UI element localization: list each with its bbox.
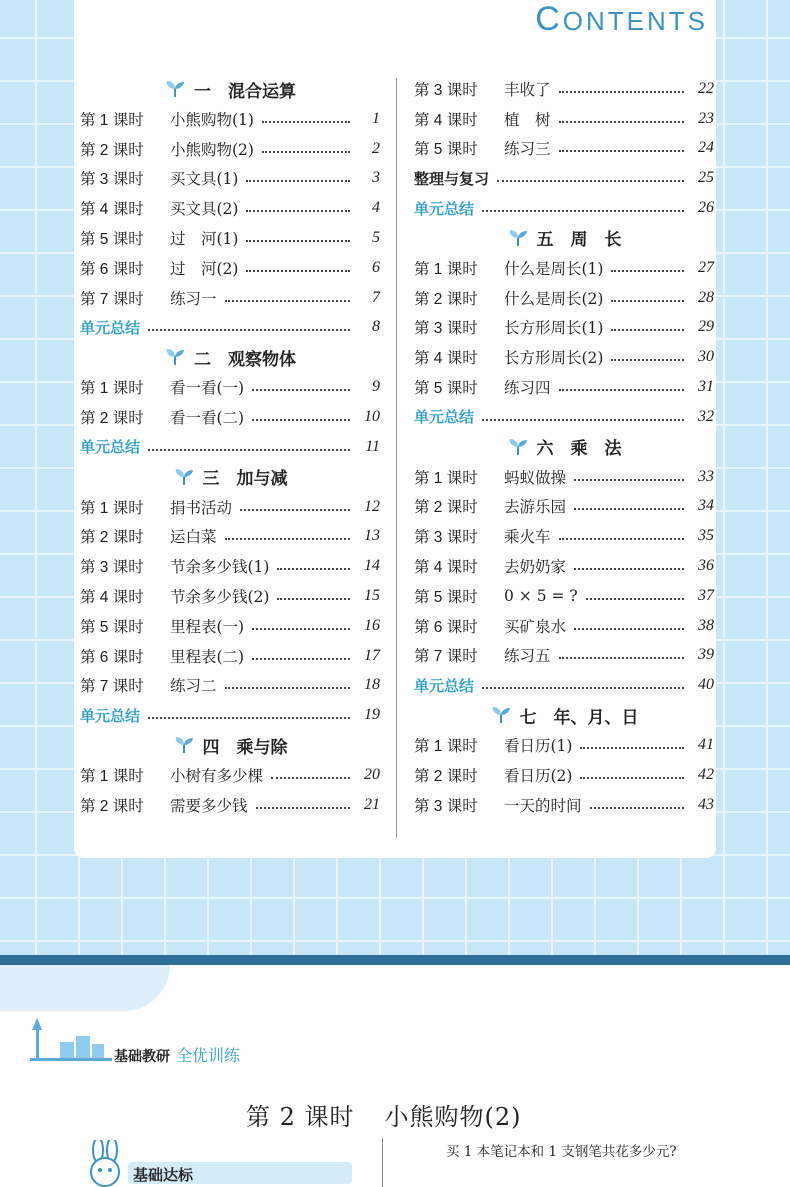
dot-leader	[590, 807, 684, 809]
entry-title: 练习一	[170, 289, 217, 308]
page-number: 42	[698, 765, 714, 783]
toc-entry[interactable]	[414, 104, 714, 134]
entry-title: 过 河(1)	[170, 230, 239, 249]
dot-leader	[497, 180, 684, 182]
lesson-number: 第 2 课时	[80, 797, 144, 815]
entry-title: 小树有多少棵	[170, 767, 264, 786]
page-number: 3	[372, 169, 380, 187]
dot-leader	[580, 777, 684, 779]
toc-summary-entry[interactable]	[414, 193, 714, 223]
toc-entry[interactable]	[80, 134, 380, 164]
entry-title: 里程表(一)	[170, 617, 245, 636]
toc-entry[interactable]	[80, 164, 380, 194]
page-number: 37	[698, 586, 714, 604]
sprout-icon	[173, 468, 195, 486]
lesson-number: 第 7 课时	[80, 290, 144, 308]
entry-title: 去奶奶家	[504, 558, 567, 577]
lesson-number: 第 3 课时	[414, 320, 478, 338]
dot-leader	[277, 598, 350, 600]
toc-entry[interactable]	[414, 611, 714, 641]
contents-title	[535, 0, 708, 39]
page-number: 8	[372, 318, 380, 336]
lesson-number: 第 4 课时	[414, 559, 478, 577]
entry-title: 单元总结	[414, 408, 475, 427]
dot-leader	[148, 717, 350, 719]
lesson-number: 第 1 课时	[80, 111, 144, 129]
dot-leader	[225, 300, 350, 302]
lesson-number: 第 2 课时	[414, 767, 478, 785]
entry-title: 买文具(1)	[170, 170, 239, 189]
page-number: 17	[364, 646, 380, 664]
toc-entry[interactable]	[414, 760, 714, 790]
unit-title: 五 周 长	[536, 230, 622, 251]
question-text: 买 1 本笔记本和 1 支钢笔共花多少元?	[446, 1144, 677, 1160]
lesson-number: 第 2 课时	[414, 499, 478, 517]
dot-leader	[252, 419, 350, 421]
page-number: 27	[698, 258, 714, 276]
toc-entry[interactable]	[414, 134, 714, 164]
lesson-heading	[246, 1097, 522, 1132]
lesson-number: 第 5 课时	[414, 588, 478, 606]
toc-entry[interactable]	[80, 522, 380, 552]
toc-left-column	[80, 74, 380, 820]
lesson-number: 第 3 课时	[80, 559, 144, 577]
entry-title: 节余多少钱(2)	[170, 588, 270, 607]
lesson-number: 第 4 课时	[414, 350, 478, 368]
page-number: 39	[698, 646, 714, 664]
dot-leader	[246, 210, 350, 212]
sprout-icon	[164, 348, 186, 366]
brand-name: 基础教研	[114, 1049, 170, 1065]
column-divider	[396, 78, 397, 838]
lesson-number: 第 3 课时	[414, 797, 478, 815]
page-number: 22	[698, 79, 714, 97]
page-number: 34	[698, 497, 714, 515]
page-number: 12	[364, 497, 380, 515]
entry-title: 捐书活动	[170, 498, 233, 517]
page-number: 26	[698, 199, 714, 217]
dot-leader	[586, 598, 684, 600]
toc-entry[interactable]	[414, 790, 714, 820]
toc-entry[interactable]	[80, 372, 380, 402]
entry-title: 里程表(二)	[170, 647, 245, 666]
entry-title: 练习二	[170, 677, 217, 696]
toc-entry[interactable]	[80, 283, 380, 313]
entry-title: 长方形周长(2)	[504, 349, 604, 368]
unit-title: 四 乘与除	[202, 737, 288, 758]
dot-leader	[559, 150, 684, 152]
toc-entry[interactable]	[80, 223, 380, 253]
entry-title: 看日历(1)	[504, 737, 573, 756]
toc-entry[interactable]	[414, 492, 714, 522]
entry-title: 单元总结	[414, 199, 475, 218]
entry-title: 丰收了	[504, 80, 551, 99]
entry-title: 0 × 5 = ?	[504, 586, 578, 605]
toc-entry[interactable]	[80, 611, 380, 641]
unit-title: 一 混合运算	[194, 81, 296, 102]
lesson-number: 第 7 课时	[414, 648, 478, 666]
page-number: 18	[364, 676, 380, 694]
page-number: 20	[364, 766, 380, 784]
entry-title: 小熊购物(2)	[170, 140, 254, 159]
dot-leader	[559, 657, 684, 659]
lesson-number: 第 6 课时	[80, 648, 144, 666]
bunny-icon	[82, 1140, 130, 1187]
sprout-icon	[164, 80, 186, 98]
toc-entry[interactable]	[414, 283, 714, 313]
entry-title: 蚂蚁做操	[504, 468, 567, 487]
toc-entry[interactable]	[414, 462, 714, 492]
entry-title: 练习四	[504, 379, 551, 398]
entry-title: 看一看(二)	[170, 409, 245, 428]
entry-title: 单元总结	[80, 438, 141, 457]
brand-accent: 全优训练	[176, 1046, 241, 1065]
sprout-icon	[507, 229, 529, 247]
dot-leader	[574, 479, 684, 481]
dot-leader	[246, 270, 350, 272]
dot-leader	[277, 568, 350, 570]
unit-heading	[414, 223, 714, 253]
brand-text	[114, 1043, 240, 1066]
lesson-number: 第 5 课时	[80, 231, 144, 249]
toc-entry[interactable]	[414, 551, 714, 581]
dot-leader	[559, 389, 684, 391]
toc-right-column	[414, 74, 714, 820]
dot-leader	[574, 568, 684, 570]
dot-leader	[246, 240, 350, 242]
page-number: 31	[698, 378, 714, 396]
sprout-icon	[507, 438, 529, 456]
dot-leader	[148, 329, 350, 331]
entry-title: 练习三	[504, 140, 551, 159]
lesson-number: 第 1 课时	[414, 260, 478, 278]
dot-leader	[482, 687, 684, 689]
toc-entry[interactable]	[414, 372, 714, 402]
unit-heading	[80, 342, 380, 372]
dot-leader	[148, 449, 350, 451]
page-number: 24	[698, 139, 714, 157]
dot-leader	[574, 628, 684, 630]
page-number: 41	[698, 736, 714, 754]
dot-leader	[240, 509, 350, 511]
page-number: 11	[365, 437, 380, 455]
entry-title: 看一看(一)	[170, 379, 245, 398]
entry-title: 乘火车	[504, 528, 551, 547]
entry-title: 小熊购物(1)	[170, 110, 254, 129]
entry-title: 什么是周长(2)	[504, 289, 604, 308]
entry-title: 单元总结	[80, 318, 141, 337]
dot-leader	[262, 151, 350, 153]
entry-title: 过 河(2)	[170, 259, 239, 278]
toc-entry[interactable]	[414, 313, 714, 343]
section-label: 基础达标	[133, 1166, 194, 1184]
lesson-number: 第 2 课时	[80, 141, 144, 159]
entry-title: 长方形周长(1)	[504, 319, 604, 338]
header-cloud-shape	[0, 965, 170, 1011]
toc-summary-entry[interactable]	[414, 670, 714, 700]
page-number: 21	[364, 795, 380, 813]
toc-entry[interactable]	[414, 253, 714, 283]
toc-entry[interactable]	[80, 581, 380, 611]
unit-title: 三 加与减	[202, 469, 288, 490]
entry-title: 什么是周长(1)	[504, 259, 604, 278]
page-number: 15	[364, 587, 380, 605]
toc-entry[interactable]	[80, 790, 380, 820]
dot-leader	[611, 359, 684, 361]
lesson-number: 第 1 课时	[414, 469, 478, 487]
toc-summary-entry[interactable]	[80, 313, 380, 343]
lesson-number: 第 2 课时	[80, 529, 144, 547]
page-number: 29	[698, 318, 714, 336]
toc-entry[interactable]	[414, 74, 714, 104]
entry-title: 单元总结	[80, 706, 141, 725]
entry-title: 看日历(2)	[504, 766, 573, 785]
lesson-number: 第 2 课时	[80, 410, 144, 428]
unit-heading	[80, 462, 380, 492]
entry-title: 需要多少钱	[170, 796, 248, 815]
page-number: 28	[698, 288, 714, 306]
entry-title: 运白菜	[170, 528, 217, 547]
entry-title: 买文具(2)	[170, 200, 239, 219]
lesson-number: 第 6 课时	[414, 618, 478, 636]
lesson-number: 第 7 课时	[80, 678, 144, 696]
unit-title: 六 乘 法	[536, 439, 622, 460]
dot-leader	[256, 807, 350, 809]
entry-title: 单元总结	[414, 676, 475, 695]
dot-leader	[580, 747, 684, 749]
sprout-icon	[490, 706, 512, 724]
lesson-number: 第 1 课时	[80, 499, 144, 517]
page-number: 40	[698, 676, 714, 694]
dot-leader	[611, 329, 684, 331]
toc-summary-entry[interactable]	[80, 432, 380, 462]
unit-title: 七 年、月、日	[519, 707, 639, 728]
dot-leader	[225, 538, 350, 540]
page-divider-band	[0, 955, 790, 965]
toc-entry[interactable]	[80, 402, 380, 432]
dot-leader	[482, 419, 684, 421]
page-number: 6	[372, 258, 380, 276]
lesson-number: 第 4 课时	[80, 201, 144, 219]
dot-leader	[252, 628, 350, 630]
toc-entry[interactable]	[414, 581, 714, 611]
lesson-number: 第 1 课时	[80, 768, 144, 786]
dot-leader	[252, 389, 350, 391]
entry-title: 练习五	[504, 647, 551, 666]
page-number: 4	[372, 199, 380, 217]
contents-title-initial: C	[535, 0, 563, 38]
lesson-number: 第 6 课时	[80, 260, 144, 278]
entry-title: 植 树	[504, 110, 551, 129]
lesson-number: 第 2 课时	[414, 290, 478, 308]
page-number: 5	[372, 229, 380, 247]
toc-entry[interactable]	[414, 641, 714, 671]
entry-title: 一天的时间	[504, 796, 582, 815]
toc-entry[interactable]	[80, 760, 380, 790]
page-number: 25	[698, 169, 714, 187]
lesson-number: 第 4 课时	[80, 589, 144, 607]
dot-leader	[246, 180, 350, 182]
lesson-number: 第 3 课时	[80, 171, 144, 189]
dot-leader	[559, 121, 684, 123]
dot-leader	[252, 658, 350, 660]
dot-leader	[225, 687, 350, 689]
lesson-number: 第 5 课时	[414, 380, 478, 398]
page-number: 13	[364, 527, 380, 545]
entry-title: 去游乐园	[504, 498, 567, 517]
page-number: 7	[372, 288, 380, 306]
page-number: 35	[698, 527, 714, 545]
lesson-number: 第 3 课时	[414, 529, 478, 547]
unit-title: 二 观察物体	[194, 349, 296, 370]
toc-entry[interactable]	[80, 551, 380, 581]
page-number: 19	[364, 706, 380, 724]
page-number: 1	[372, 109, 380, 127]
lesson-number: 第 2 课时	[246, 1103, 355, 1131]
unit-heading	[414, 432, 714, 462]
unit-heading	[414, 700, 714, 730]
dot-leader	[482, 210, 684, 212]
page-number: 9	[372, 378, 380, 396]
lesson-number: 第 3 课时	[414, 81, 478, 99]
toc-review-entry[interactable]	[414, 163, 714, 193]
toc-summary-entry[interactable]	[80, 700, 380, 730]
dot-leader	[559, 91, 684, 93]
lesson-number: 第 5 课时	[414, 141, 478, 159]
page-number: 36	[698, 557, 714, 575]
unit-heading	[80, 730, 380, 760]
page-number: 23	[698, 109, 714, 127]
lesson-number: 第 5 课时	[80, 618, 144, 636]
lesson-title: 小熊购物(2)	[384, 1103, 522, 1131]
entry-title: 整理与复习	[414, 169, 490, 188]
lesson-number: 第 1 课时	[80, 380, 144, 398]
toc-entry[interactable]	[80, 253, 380, 283]
dot-leader	[559, 538, 684, 540]
dot-leader	[271, 777, 350, 779]
page-number: 38	[698, 616, 714, 634]
page-number: 14	[364, 557, 380, 575]
page-number: 10	[364, 408, 380, 426]
dot-leader	[574, 508, 684, 510]
toc-entry[interactable]	[80, 641, 380, 671]
dot-leader	[611, 300, 684, 302]
page-number: 30	[698, 348, 714, 366]
lesson-number: 第 4 课时	[414, 111, 478, 129]
toc-entry[interactable]	[80, 492, 380, 522]
lower-column-divider	[382, 1138, 383, 1187]
sprout-icon	[173, 736, 195, 754]
toc-entry[interactable]	[414, 730, 714, 760]
lesson-number: 第 1 课时	[414, 738, 478, 756]
contents-title-rest: ONTENTS	[562, 6, 708, 36]
toc-summary-entry[interactable]	[414, 402, 714, 432]
toc-entry[interactable]	[414, 342, 714, 372]
toc-entry[interactable]	[80, 104, 380, 134]
entry-title: 节余多少钱(1)	[170, 558, 270, 577]
toc-entry[interactable]	[80, 671, 380, 701]
dot-leader	[262, 121, 350, 123]
toc-entry[interactable]	[80, 193, 380, 223]
page-number: 2	[372, 139, 380, 157]
castle-illustration	[30, 1018, 120, 1062]
page-number: 33	[698, 467, 714, 485]
page-number: 32	[698, 407, 714, 425]
dot-leader	[611, 270, 684, 272]
page-number: 43	[698, 795, 714, 813]
entry-title: 买矿泉水	[504, 617, 567, 636]
page-number: 16	[364, 616, 380, 634]
unit-heading	[80, 74, 380, 104]
toc-entry[interactable]	[414, 521, 714, 551]
